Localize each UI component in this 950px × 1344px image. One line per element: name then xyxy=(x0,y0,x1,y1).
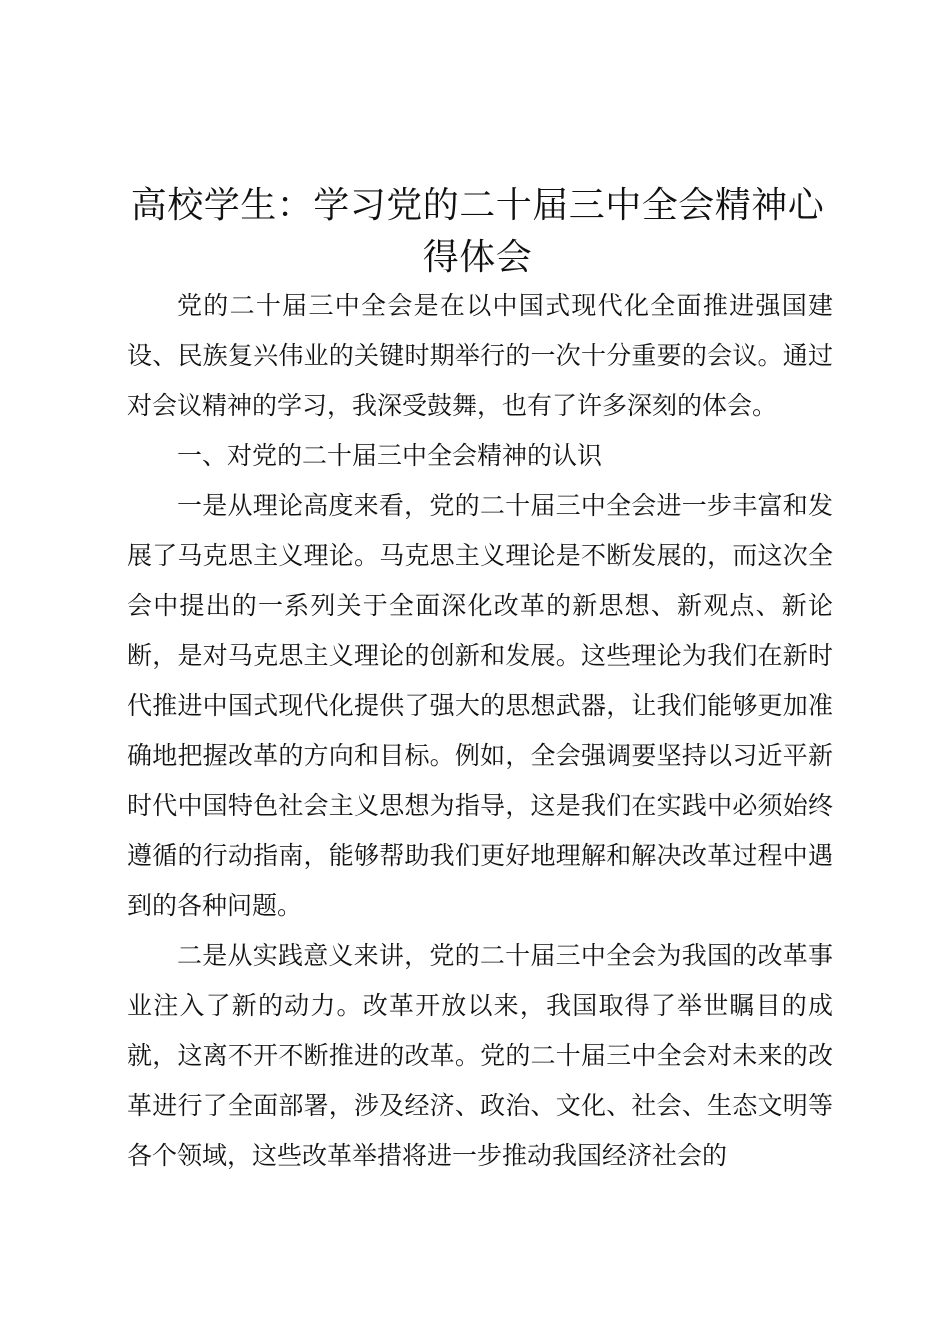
document-body xyxy=(127,281,833,1181)
section-heading-1: 一、对党的二十届三中全会精神的认识 xyxy=(177,441,603,470)
paragraph-theory: 一是从理论高度来看，党的二十届三中全会进一步丰富和发展了马克思主义理论。马克思主义理论是不断发展的，而这次全会中提出的一系列关于全面深化改革的新思想、新观点、新论断，是对马克思主义理论的创新和发展。这些理论为我们在新时代推进中国式现代化提供了强大的思想武器，让我们能够更加准确地把握改革的方向和目标。例如，全会强调要坚持以习近平新时代中国特色社会主义思想为指导，这是我们在实践中必须始终遵循的行动指南，能够帮助我们更好地理解和解决改革过程中遇到的各种问题。 xyxy=(127,491,833,920)
paragraph-practice: 二是从实践意义来讲，党的二十届三中全会为我国的改革事业注入了新的动力。改革开放以来，我国取得了举世瞩目的成就，这离不开不断推进的改革。党的二十届三中全会对未来的改革进行了全面部署，涉及经济、政治、文化、社会、生态文明等各个领域，这些改革举措将进一步推动我国经济社会的 xyxy=(127,941,833,1170)
paragraph-intro: 党的二十届三中全会是在以中国式现代化全面推进强国建设、民族复兴伟业的关键时期举行的一次十分重要的会议。通过对会议精神的学习，我深受鼓舞，也有了许多深刻的体会。 xyxy=(127,291,833,420)
document-title: 高校学生：学习党的二十届三中全会精神心得体会 xyxy=(130,185,825,278)
